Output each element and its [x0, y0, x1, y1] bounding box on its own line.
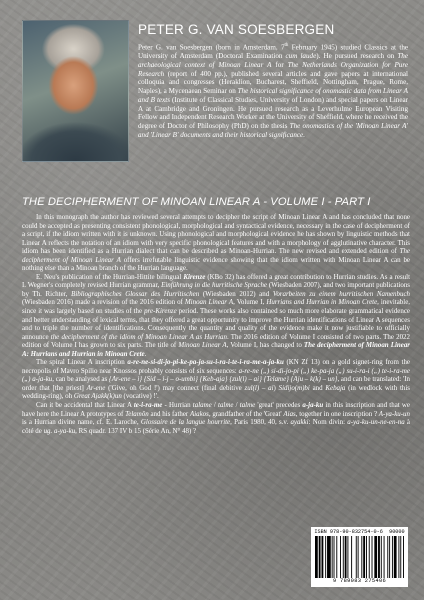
barcode-bar — [315, 536, 318, 578]
paragraph: The spiral Linear A inscription a-re-ne-si-di-jo-pi-ke-pa-ja-su-i-ra-i-te-i-ra-me-a-ja-ku (KN Zf 13) on a gold signet-ring from the necropolis of Mavro Spilio near Knossos probably consists of six sequences: a-re-ne („) si-di-jo-pi („) ke-pa-ja („) su-i-ra-i („) te-i-ra-me („) a-ja-ku, can be analysed as {Ar-ene – i} {Sid – i-j – o-umbi} {Keb-aja} {zul(l) – ai} {Telame} {Aju – k(k) – un}, and can be translated: 'In order that [the priest] Ar-ene ('Give, oh God !') may connect (final debitive zul(l) – ai) Sidijo(m)bi and Kebaja (in wedlock with this wedding-ring), oh Great Ajakk(k)un (vocative) !'. — [22, 358, 410, 401]
description — [22, 213, 410, 435]
barcode-bar — [372, 536, 373, 578]
barcode-bar — [369, 536, 370, 578]
barcode-bar — [381, 536, 382, 578]
barcode-bar — [356, 536, 357, 578]
paragraph: Can it be accidental that Linear A te-i-ra-me - Hurrian talame / talme / talme 'great' precedes a-ja-ku in this inscription and that we have here the Linear A prototypes of Telamôn and his father Aiakos, grandfather of the 'Great' Aias, together in one inscription ? A-ya-ku-un is a Hurrian divine name, cf. E. Laroche, Glossaire de la langue hourrite, Paris 1980, 40, s.v. ayakki: Nom divin: a-ya-ku-un-ne-en-na à côté de ug. a-ya-ku, RS quadr. 137 IV b 15 (Série An, N° 48) ? — [22, 401, 410, 435]
barcode-bar — [398, 536, 399, 578]
barcode-bar — [334, 536, 335, 578]
barcode-bar — [358, 536, 359, 578]
barcode-bars — [315, 536, 404, 578]
barcode-number: 9 789083 275406 — [332, 578, 387, 584]
author-photo — [22, 20, 129, 162]
paragraph: In this monograph the author has reviewed several attempts to decipher the script of Minoan Linear A and has concluded that none could be accepted as presenting consistent phonological, morphological and syntactical evidence, necessary in the case of decipherment of a script, if the idiom written with it is unknown. Using phonological and morphological evidence he has shown by linguistic methods that Linear A reflects the notation of an idiom with very specific phonological features and with a morphology of agglutinative character. This idiom has been identified as a Hurrian dialect that can be described as Minoan-Hurrian. The new revised and extended edition of The decipherment of Minoan Linear A offers irrefutable linguistic evidence showing that the idiom written with Minoan Linear A can be nothing else than a Minoan branch of the Hurrian language. — [22, 213, 410, 273]
paragraph: E. Neu's publication of the Hurrian-Hittite bilingual Kirenze (KBo 32) has offered a great contribution to Hurrian studies. As a result I. Wegner's completely revised Hurrian grammar, Einführung in die hurritische Sprache (Wiesbaden 2007), and two important publications by Th. Richter, Bibliographisches Glossar des Hurritischen (Wiesbaden 2012) and Vorarbeiten zu einem hurritischen Namenbuch (Wiesbaden 2016) made a revision of the 2016 edition of Minoan Linear A, Volume I, Hurrians and Hurrian in Minoan Crete, inevitable, since it was largely based on studies of the pre-Kirenze period. These works also contained so much more elaborate grammatical evidence and better understanding of lexical terms, that they offered a great opportunity to improve the Hurrian identifications of Linear A sequences and to triple the number of identifications. Consequently the quantity and quality of the evidence make it now justifiable to officially announce the decipherment of the idiom of Minoan Linear A as Hurrian. The 2016 edition of Volume I consisted of two parts. The 2022 edition of Volume I has grown to six parts. The title of Minoan Linear A, Volume I, has changed to The decipherment of Minoan Linear A: Hurrians and Hurrian in Minoan Crete. — [22, 272, 411, 358]
barcode-bar — [336, 536, 337, 578]
author-name: PETER G. VAN SOESBERGEN — [138, 22, 335, 37]
book-title: THE DECIPHERMENT OF MINOAN LINEAR A - VOLUME I - PART I — [22, 196, 371, 208]
barcode-bar — [384, 536, 385, 578]
barcode-bar — [351, 536, 352, 578]
barcode-bar — [378, 536, 380, 578]
barcode-bar — [394, 536, 397, 578]
barcode-bar — [392, 536, 393, 578]
barcode-bar — [389, 536, 390, 578]
barcode-bar — [361, 536, 362, 578]
barcode-bar — [363, 536, 365, 578]
barcode-bar — [345, 536, 347, 578]
barcode-bar — [327, 536, 331, 578]
barcode-bar — [343, 536, 344, 578]
barcode-bar — [332, 536, 333, 578]
barcode-bar — [387, 536, 388, 578]
barcode-bar — [321, 536, 323, 578]
barcode-bar — [374, 536, 377, 578]
barcode-bar — [325, 536, 326, 578]
barcode-bar — [400, 536, 401, 578]
barcode — [311, 527, 408, 587]
author-bio: Peter G. van Soesbergen (born in Amsterdam, 7th February 1945) studied Classics at the University of Amsterdam (Doctoral Examination cum laude). He pursued research on The archaeological context of Minoan Linear A for The Netherlands Organization for Pure Research (report of 400 pp.), published several articles and gave papers at international colloquia and congresses (Heraklion, Bucharest, Sheffield, Nottingham, Prague, Rome, Naples), a Mycenaean Seminar on The historical significance of onomastic data from Linear A and B texts (Institute of Classical Studies, University of London) and special papers on Linear A at Cambridge and Groningen. He pursued research as a Leverhulme European Visiting Fellow and Independent Research Worker at the University of Sheffield, where he received the degree of Doctor of Philosophy (PhD) on the thesis The onomastics of the 'Minoan Linear A' and 'Linear B' documents and their historical significance. — [138, 43, 409, 139]
barcode-bar — [403, 536, 404, 578]
barcode-bar — [319, 536, 321, 578]
price-code: 90000 — [389, 529, 405, 535]
isbn-label: ISBN 978-90-832754-0-6 — [314, 529, 383, 535]
barcode-bar — [366, 536, 367, 578]
barcode-bar — [340, 536, 341, 578]
barcode-bar — [347, 536, 348, 578]
